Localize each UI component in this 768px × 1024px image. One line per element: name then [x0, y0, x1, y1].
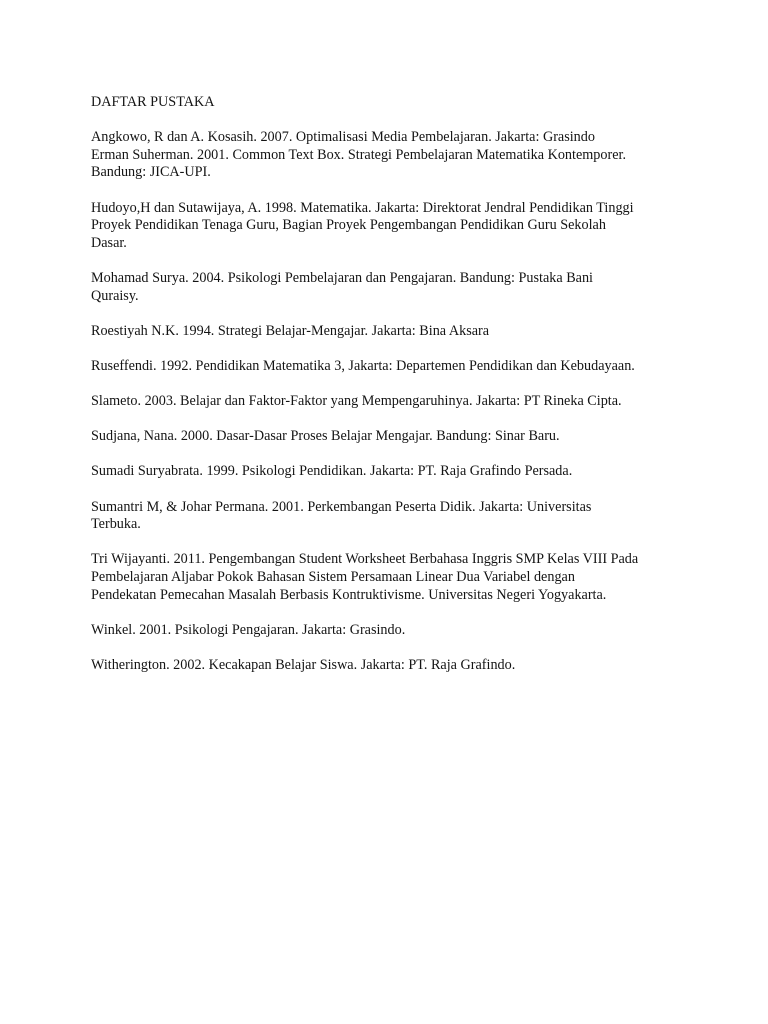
reference-line: Mohamad Surya. 2004. Psikologi Pembelajaran dan Pengajaran. Bandung: Pustaka Bani [91, 269, 593, 286]
reference-entry [91, 499, 691, 534]
document-title: DAFTAR PUSTAKA [91, 94, 215, 110]
reference-group [91, 428, 691, 446]
reference-entry [91, 147, 691, 182]
reference-group [91, 499, 691, 534]
reference-line: Bandung: JICA-UPI. [91, 164, 211, 181]
reference-entry [91, 428, 691, 446]
reference-group [91, 358, 691, 376]
reference-entry [91, 129, 691, 147]
reference-line: Terbuka. [91, 516, 141, 533]
reference-entry [91, 323, 691, 341]
reference-line: Proyek Pendidikan Tenaga Guru, Bagian Proyek Pengembangan Pendidikan Guru Sekolah [91, 217, 606, 234]
reference-line: Sumadi Suryabrata. 1999. Psikologi Pendidikan. Jakarta: PT. Raja Grafindo Persada. [91, 463, 573, 480]
reference-line: Witherington. 2002. Kecakapan Belajar Siswa. Jakarta: PT. Raja Grafindo. [91, 657, 516, 673]
reference-line: Angkowo, R dan A. Kosasih. 2007. Optimalisasi Media Pembelajaran. Jakarta: Grasindo [91, 129, 595, 146]
reference-line: Ruseffendi. 1992. Pendidikan Matematika 3, Jakarta: Departemen Pendidikan dan Kebudayaan. [91, 357, 635, 374]
reference-entry [91, 393, 691, 411]
reference-entry [91, 551, 691, 604]
reference-line: Pendekatan Pemecahan Masalah Berbasis Kontruktivisme. Universitas Negeri Yogyakarta. [91, 586, 607, 603]
document-body [91, 94, 691, 692]
reference-line: Sudjana, Nana. 2000. Dasar-Dasar Proses Belajar Mengajar. Bandung: Sinar Baru. [91, 428, 560, 445]
reference-group [91, 657, 691, 675]
reference-group [91, 463, 691, 481]
reference-line: Hudoyo,H dan Sutawijaya, A. 1998. Matematika. Jakarta: Direktorat Jendral Pendidikan Tinggi [91, 199, 634, 216]
reference-line: Slameto. 2003. Belajar dan Faktor-Faktor yang Mempengaruhinya. Jakarta: PT Rineka Cipta. [91, 393, 622, 410]
reference-list [91, 129, 691, 674]
reference-group [91, 200, 691, 253]
reference-entry [91, 463, 691, 481]
reference-entry [91, 657, 691, 675]
reference-line: Erman Suherman. 2001. Common Text Box. Strategi Pembelajaran Matematika Kontemporer. [91, 146, 626, 163]
reference-line: Sumantri M, & Johar Permana. 2001. Perkembangan Peserta Didik. Jakarta: Universitas [91, 498, 592, 515]
reference-group [91, 129, 691, 182]
reference-line: Dasar. [91, 234, 127, 251]
reference-entry [91, 358, 691, 376]
reference-entry [91, 622, 691, 640]
reference-group [91, 551, 691, 604]
reference-group [91, 622, 691, 640]
reference-line: Roestiyah N.K. 1994. Strategi Belajar-Mengajar. Jakarta: Bina Aksara [91, 322, 490, 339]
reference-group [91, 323, 691, 341]
reference-line: Tri Wijayanti. 2011. Pengembangan Student Worksheet Berbahasa Inggris SMP Kelas VIII Pada [91, 551, 639, 568]
reference-line: Quraisy. [91, 287, 139, 304]
reference-group [91, 393, 691, 411]
reference-line: Winkel. 2001. Psikologi Pengajaran. Jakarta: Grasindo. [91, 621, 406, 638]
reference-entry [91, 270, 691, 305]
reference-line: Pembelajaran Aljabar Pokok Bahasan Sistem Persamaan Linear Dua Variabel dengan [91, 569, 575, 586]
reference-entry [91, 200, 691, 253]
reference-group [91, 270, 691, 305]
